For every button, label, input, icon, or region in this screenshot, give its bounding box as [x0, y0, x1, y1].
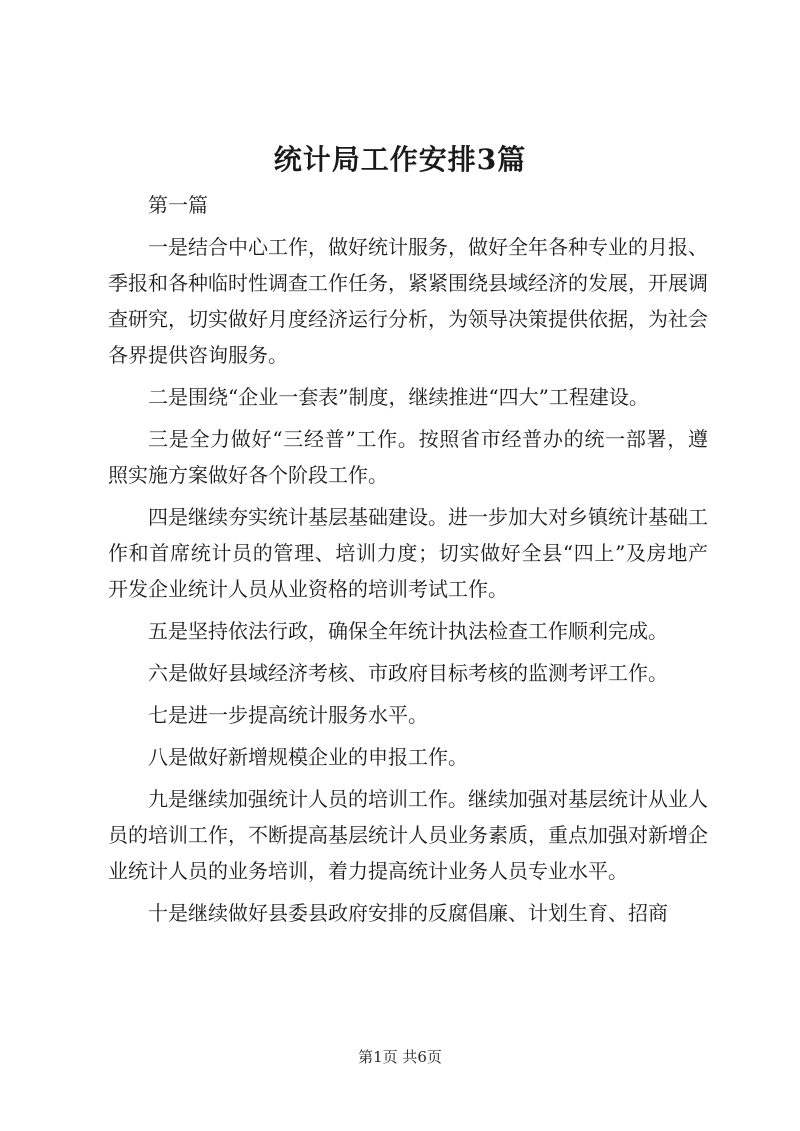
paragraph-3: 三是全力做好“三经普”工作。按照省市经普办的统一部署，遵照实施方案做好各个阶段工作。: [108, 427, 708, 487]
paragraph-5: 五是坚持依法行政，确保全年统计执法检查工作顺利完成。: [148, 619, 668, 643]
paragraph-9: 九是继续加强统计人员的培训工作。继续加强对基层统计从业人员的培训工作，不断提高基层统计人员业务素质，重点加强对新增企业统计人员的业务培训，着力提高统计业务人员专业水平。: [108, 787, 708, 883]
paragraph-7: 七是进一步提高统计服务水平。: [148, 703, 428, 727]
paragraph-4: 四是继续夯实统计基层基础建设。进一步加大对乡镇统计基础工作和首席统计员的管理、培训力度；切实做好全县“四上”及房地产开发企业统计人员从业资格的培训考试工作。: [108, 505, 708, 601]
paragraph-8: 八是做好新增规模企业的申报工作。: [148, 745, 468, 769]
paragraph-10: 十是继续做好县委县政府安排的反腐倡廉、计划生育、招商: [148, 901, 668, 925]
document-body: [108, 187, 708, 931]
section-heading: 第一篇: [148, 193, 208, 217]
document-title: 统计局工作安排3篇: [273, 143, 527, 176]
paragraph-6: 六是做好县域经济考核、市政府目标考核的监测考评工作。: [148, 661, 668, 685]
paragraph-2: 二是围绕“企业一套表”制度，继续推进“四大”工程建设。: [148, 385, 649, 409]
paragraph-1: 一是结合中心工作，做好统计服务，做好全年各种专业的月报、季报和各种临时性调查工作任务，紧紧围绕县域经济的发展，开展调查研究，切实做好月度经济运行分析，为领导决策提供依据，为社会各界提供咨询服务。: [108, 235, 708, 367]
page-footer: 第1页 共6页: [358, 1048, 442, 1066]
